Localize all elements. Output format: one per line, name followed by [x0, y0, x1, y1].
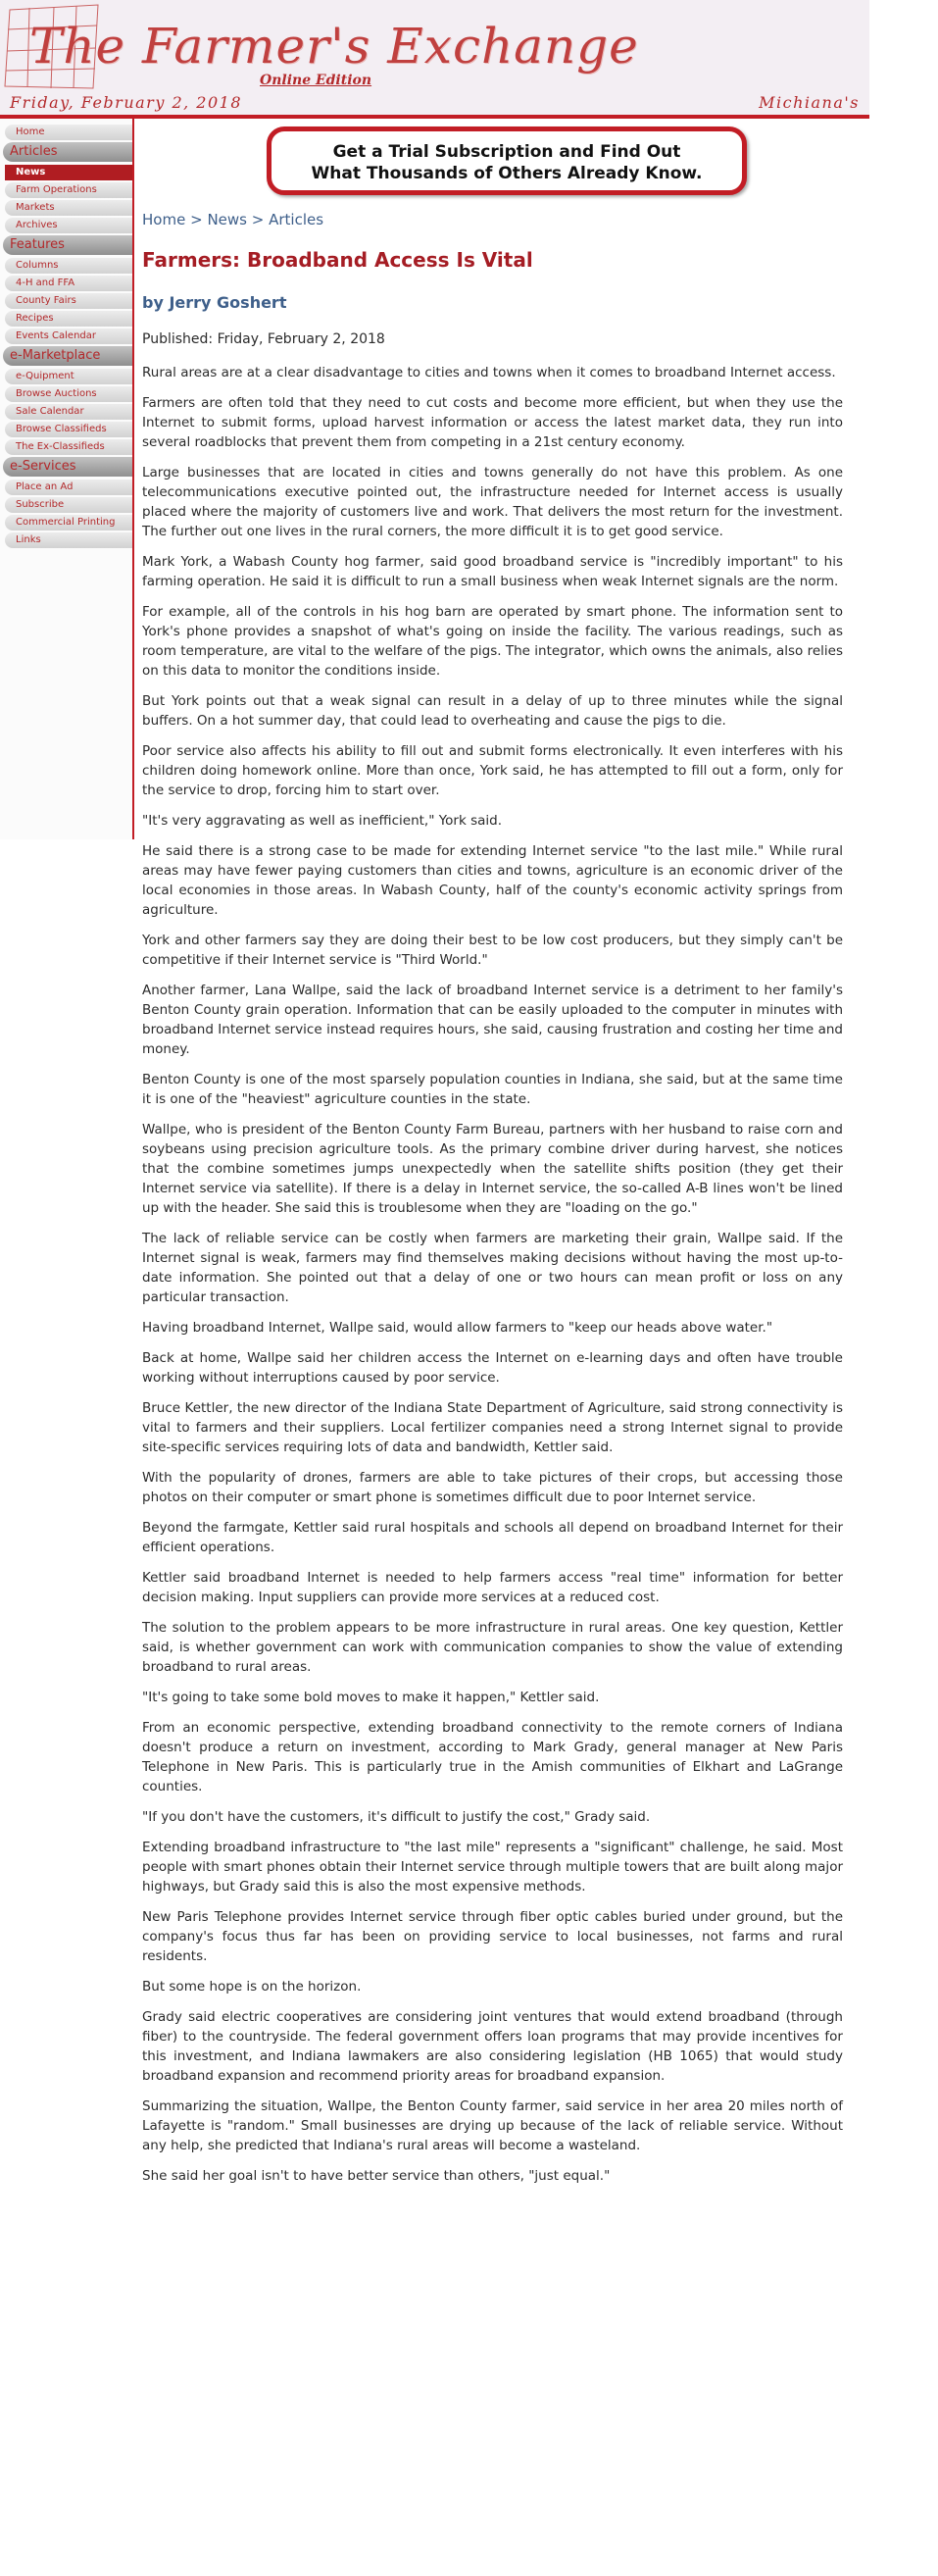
- breadcrumb-articles[interactable]: Articles: [269, 211, 324, 228]
- banner-line-2: What Thousands of Others Already Know.: [311, 164, 703, 183]
- sidebar-item-recipes[interactable]: Recipes: [5, 311, 132, 327]
- article-main: [142, 210, 843, 2197]
- article-paragraph: Poor service also affects his ability to fill out and submit forms electronically. It even interferes with his children doing homework online. More than once, York said, he has attempted to fill out a form, only for the service to drop, forcing him to start over.: [142, 743, 843, 798]
- article-paragraph: Summarizing the situation, Wallpe, the Benton County farmer, said service in her area 20 miles north of Lafayette is "random." Small businesses are drying up because of the lack of reliable service. Without any help, she predicted that Indiana's rural areas will become a wasteland.: [142, 2098, 843, 2153]
- article-paragraph: "It's very aggravating as well as inefficient," York said.: [142, 813, 503, 829]
- article-paragraph: Wallpe, who is president of the Benton County Farm Bureau, partners with her husband to raise corn and soybeans using precision agriculture tools. As the primary combine driver during harvest, she notices that the combine sometimes jumps unexpectedly when the satellite shifts position (they get their Internet service via satellite). If there is a delay in Internet service, the so-called A-B lines won't be lined up with the header. She said this is troublesome when they are "loading on the go.": [142, 1122, 843, 1216]
- sidebar-section-emarketplace: e-Marketplace: [3, 346, 132, 366]
- breadcrumb: [142, 210, 843, 229]
- sidebar-item-news[interactable]: News: [5, 165, 132, 180]
- sidebar-item-equipment[interactable]: e-Quipment: [5, 369, 132, 384]
- sidebar-item-links[interactable]: Links: [5, 532, 132, 548]
- sidebar-item-ex-classifieds[interactable]: The Ex-Classifieds: [5, 439, 132, 455]
- article-paragraph: With the popularity of drones, farmers are able to take pictures of their crops, but accessing those photos on their computer or smart phone is sometimes difficult due to poor Internet service.: [142, 1470, 843, 1505]
- sidebar-section-eservices: e-Services: [3, 457, 132, 477]
- sidebar-section-articles: Articles: [3, 142, 132, 162]
- article-paragraph: Rural areas are at a clear disadvantage to cities and towns when it comes to broadband Internet access.: [142, 365, 836, 380]
- article-paragraph: Extending broadband infrastructure to "the last mile" represents a "significant" challenge, he said. Most people with smart phones obtain their Internet service through multiple towers that are built along major highways, but Grady said this is also the most expensive methods.: [142, 1840, 843, 1894]
- article-paragraph: She said her goal isn't to have better service than others, "just equal.": [142, 2168, 611, 2184]
- breadcrumb-news[interactable]: News: [207, 211, 247, 228]
- article-paragraph: New Paris Telephone provides Internet service through fiber optic cables buried under ground, but the company's focus thus far has been on providing service to local businesses, not farms and rural residents.: [142, 1909, 843, 1964]
- article-title: Farmers: Broadband Access Is Vital: [142, 248, 533, 272]
- sidebar-item-subscribe[interactable]: Subscribe: [5, 497, 132, 513]
- article-paragraph: For example, all of the controls in his hog barn are operated by smart phone. The information sent to York's phone provides a snapshot of what's going on inside the facility. The various readings, such as room temperature, are vital to the welfare of the pigs. The integrator, which owns the animals, also relies on this data to monitor the conditions inside.: [142, 604, 843, 679]
- article-paragraph: But York points out that a weak signal can result in a delay of up to three minutes while the signal buffers. On a hot summer day, that could lead to overheating and cause the pigs to die.: [142, 693, 843, 729]
- sidebar-item-sale-calendar[interactable]: Sale Calendar: [5, 404, 132, 420]
- article-paragraph: Another farmer, Lana Wallpe, said the lack of broadband Internet service is a detriment to her family's Benton County grain operation. Information that can be easily uploaded to the computer in minutes with broadband Internet service instead requires hours, she said, causing frustration and costing her time and money.: [142, 983, 843, 1057]
- sidebar-item-farm-operations[interactable]: Farm Operations: [5, 182, 132, 198]
- article-paragraph: The solution to the problem appears to be more infrastructure in rural areas. One key question, Kettler said, is whether government can work with communication companies to show the value of extending broadband to rural areas.: [142, 1620, 843, 1675]
- article-paragraph: Large businesses that are located in cities and towns generally do not have this problem. As one telecommunications executive pointed out, the infrastructure needed for Internet access is usually placed where the majority of customers live and work. That delivers the most return for the investment. The further out one lives in the rural corners, the more difficult it is to get good service.: [142, 465, 843, 539]
- article-paragraph: Bruce Kettler, the new director of the Indiana State Department of Agriculture, said strong connectivity is vital to farmers and their suppliers. Local fertilizer companies need a strong Internet signal to provide site-specific services requiring lots of data and bandwidth, Kettler said.: [142, 1400, 843, 1455]
- edition-label: Online Edition: [260, 73, 372, 88]
- banner-line-1: Get a Trial Subscription and Find Out: [332, 142, 681, 162]
- article-paragraph: Having broadband Internet, Wallpe said, would allow farmers to "keep our heads above water.": [142, 1320, 773, 1336]
- region-label: Michiana's: [759, 93, 860, 112]
- trial-subscription-banner[interactable]: [267, 126, 747, 195]
- sidebar-item-columns[interactable]: Columns: [5, 258, 132, 274]
- issue-date: Friday, February 2, 2018: [10, 93, 243, 112]
- breadcrumb-separator: >: [190, 211, 203, 228]
- sidebar-item-commercial-printing[interactable]: Commercial Printing: [5, 515, 132, 530]
- sidebar-item-events-calendar[interactable]: Events Calendar: [5, 328, 132, 344]
- article-paragraph: York and other farmers say they are doing their best to be low cost producers, but they simply can't be competitive if their Internet service is "Third World.": [142, 933, 843, 968]
- sidebar-item-archives[interactable]: Archives: [5, 218, 132, 233]
- sidebar-nav: [0, 119, 134, 839]
- article-paragraph: Farmers are often told that they need to cut costs and become more efficient, but when they use the Internet to submit forms, upload harvest information or access the latest market data, they run into several roadblocks that prevent them from competing in a 21st century economy.: [142, 395, 843, 450]
- sidebar-item-4h-ffa[interactable]: 4-H and FFA: [5, 276, 132, 291]
- masthead-title: The Farmer's Exchange: [29, 18, 639, 75]
- sidebar-item-place-ad[interactable]: Place an Ad: [5, 480, 132, 495]
- article-paragraph: Back at home, Wallpe said her children access the Internet on e-learning days and often have trouble working without interruptions caused by poor service.: [142, 1350, 843, 1386]
- sidebar-item-markets[interactable]: Markets: [5, 200, 132, 216]
- article-paragraph: But some hope is on the horizon.: [142, 1979, 362, 1995]
- article-paragraph: Beyond the farmgate, Kettler said rural hospitals and schools all depend on broadband Internet for their efficient operations.: [142, 1520, 843, 1555]
- sidebar-item-browse-classifieds[interactable]: Browse Classifieds: [5, 422, 132, 437]
- article-byline: by Jerry Goshert: [142, 293, 287, 312]
- sidebar-section-features: Features: [3, 235, 132, 255]
- article-paragraph: From an economic perspective, extending broadband connectivity to the remote corners of Indiana doesn't produce a return on investment, according to Mark Grady, general manager at New Paris Telephone in New Paris. This is particularly true in the Amish communities of Elkhart and LaGrange counties.: [142, 1720, 843, 1794]
- sidebar-item-home[interactable]: Home: [5, 125, 132, 140]
- article-paragraph: Kettler said broadband Internet is needed to help farmers access "real time" information for better decision making. Input suppliers can provide more services at a reduced cost.: [142, 1570, 843, 1605]
- published-date: Published: Friday, February 2, 2018: [142, 331, 385, 347]
- breadcrumb-home[interactable]: Home: [142, 211, 186, 228]
- article-paragraph: "It's going to take some bold moves to make it happen," Kettler said.: [142, 1690, 600, 1705]
- article-paragraph: "If you don't have the customers, it's difficult to justify the cost," Grady said.: [142, 1809, 651, 1825]
- article-paragraph: Mark York, a Wabash County hog farmer, said good broadband service is "incredibly important" to his farming operation. He said it is difficult to run a small business when weak Internet signals are the norm.: [142, 554, 843, 589]
- masthead-header: [0, 0, 869, 115]
- article-paragraph: He said there is a strong case to be made for extending Internet service "to the last mile." While rural areas may have fewer paying customers than cities and towns, agriculture is an economic driver of the local economies in those areas. In Wabash County, half of the county's economic activity springs from agriculture.: [142, 843, 843, 918]
- article-paragraph: Benton County is one of the most sparsely population counties in Indiana, she said, but at the same time it is one of the "heaviest" agriculture counties in the state.: [142, 1072, 843, 1107]
- article-paragraph: The lack of reliable service can be costly when farmers are marketing their grain, Wallpe said. If the Internet signal is weak, farmers may find themselves making decisions without having the most up-to-date information. She pointed out that a delay of one or two hours can mean profit or loss on any particular transaction.: [142, 1231, 843, 1305]
- sidebar-item-browse-auctions[interactable]: Browse Auctions: [5, 386, 132, 402]
- breadcrumb-separator: >: [251, 211, 265, 228]
- article-paragraph: Grady said electric cooperatives are considering joint ventures that would extend broadband (through fiber) to the countryside. The federal government offers loan programs that may provide incentives for this investment, and Indiana lawmakers are also considering legislation (HB 1065) that would study broadband expansion and recommend priority areas for broadband expansion.: [142, 2009, 843, 2084]
- article-body: [142, 363, 843, 2186]
- sidebar-item-county-fairs[interactable]: County Fairs: [5, 293, 132, 309]
